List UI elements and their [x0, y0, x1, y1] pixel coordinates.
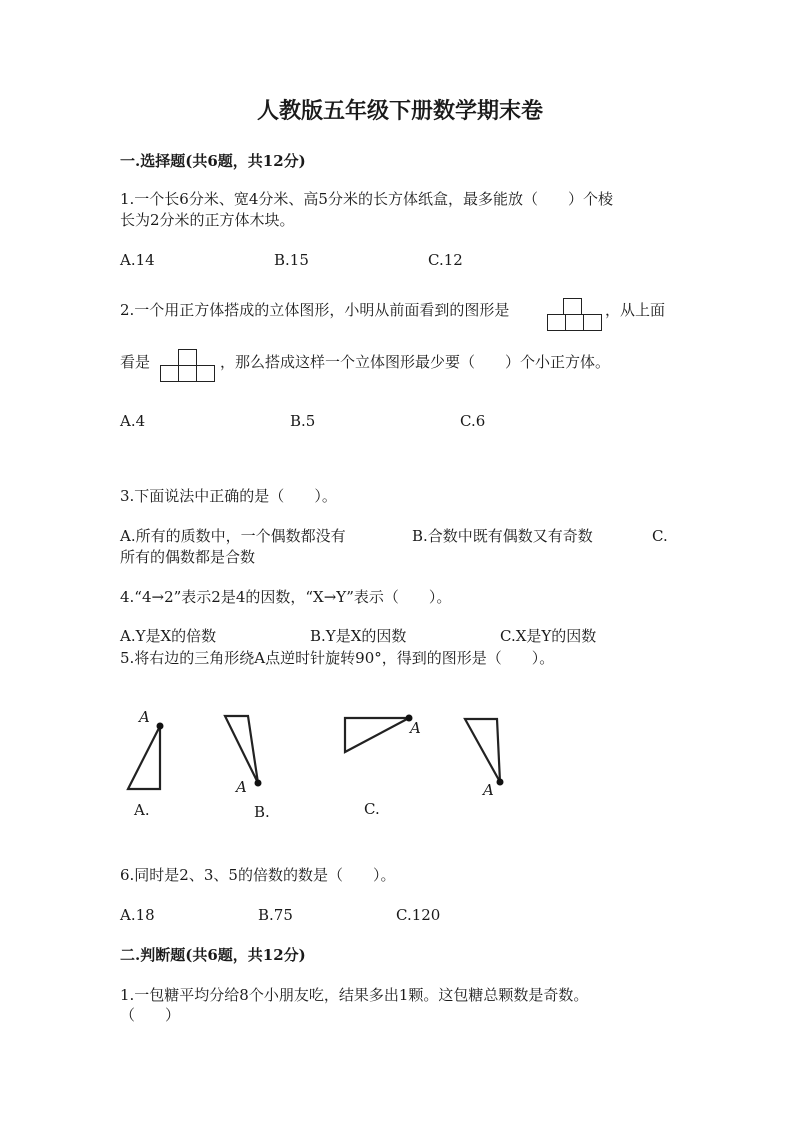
q2-text-part3: 看是 — [120, 353, 151, 371]
q3-option-a: A.所有的质数中，一个偶数都没有 — [120, 527, 346, 545]
q6-text: 6.同时是2、3、5的倍数的数是（ ）。 — [120, 866, 396, 884]
page-title: 人教版五年级下册数学期末卷 — [256, 98, 543, 124]
j1-text-line1: 1.一包糖平均分给8个小朋友吃，结果多出1颗。这包糖总颗数是奇数。 — [120, 986, 589, 1004]
q6-option-b: B.75 — [258, 906, 293, 924]
point-label-original: A — [483, 781, 494, 799]
q1-option-b: B.15 — [274, 251, 309, 269]
q2-text-part2: ，从上面 — [605, 301, 666, 319]
q3-option-b: B.合数中既有偶数又有奇数 — [412, 527, 593, 545]
option-a-triangle — [128, 723, 164, 790]
original-triangle — [465, 719, 504, 786]
figure-label-a: A. — [134, 801, 150, 819]
section-heading-judgement: 二.判断题(共6题，共12分) — [120, 946, 306, 964]
figure-label-c: C. — [364, 800, 380, 818]
point-label-a: A — [139, 708, 150, 726]
q2-option-b: B.5 — [290, 412, 316, 430]
q3-option-c-text: 所有的偶数都是合数 — [120, 548, 256, 566]
option-c-triangle — [345, 715, 413, 753]
q2-text-part1: 2.一个用正方体搭成的立体图形，小明从前面看到的图形是 — [120, 301, 510, 319]
q2-text-part4: ，那么搭成这样一个立体图形最少要（ ）个小正方体。 — [220, 353, 611, 371]
point-label-b: A — [236, 778, 247, 796]
q1-option-c: C.12 — [428, 251, 463, 269]
q1-option-a: A.14 — [120, 251, 155, 269]
point-label-c: A — [410, 719, 421, 737]
section-heading-choice: 一.选择题(共6题，共12分) — [120, 152, 306, 170]
q3-option-c-label: C. — [652, 527, 668, 545]
q6-option-c: C.120 — [396, 906, 441, 924]
q6-option-a: A.18 — [120, 906, 155, 924]
q3-text: 3.下面说法中正确的是（ ）。 — [120, 487, 337, 505]
q1-text-line2: 长为2分米的正方体木块。 — [120, 211, 295, 229]
q5-text: 5.将右边的三角形绕A点逆时针旋转90°，得到的图形是（ ）。 — [120, 649, 555, 667]
option-b-triangle — [225, 716, 262, 787]
q4-option-b: B.Y是X的因数 — [310, 627, 407, 645]
q4-option-c: C.X是Y的因数 — [500, 627, 597, 645]
q4-text: 4.“4→2”表示2是4的因数，“X→Y”表示（ ）。 — [120, 588, 452, 606]
q1-text-line1: 1.一个长6分米、宽4分米、高5分米的长方体纸盒，最多能放（ ）个棱 — [120, 190, 613, 208]
q4-option-a: A.Y是X的倍数 — [120, 627, 217, 645]
j1-text-line2: （ ） — [120, 1006, 181, 1024]
figure-label-b: B. — [254, 803, 270, 821]
q2-option-a: A.4 — [120, 412, 146, 430]
q2-option-c: C.6 — [460, 412, 486, 430]
